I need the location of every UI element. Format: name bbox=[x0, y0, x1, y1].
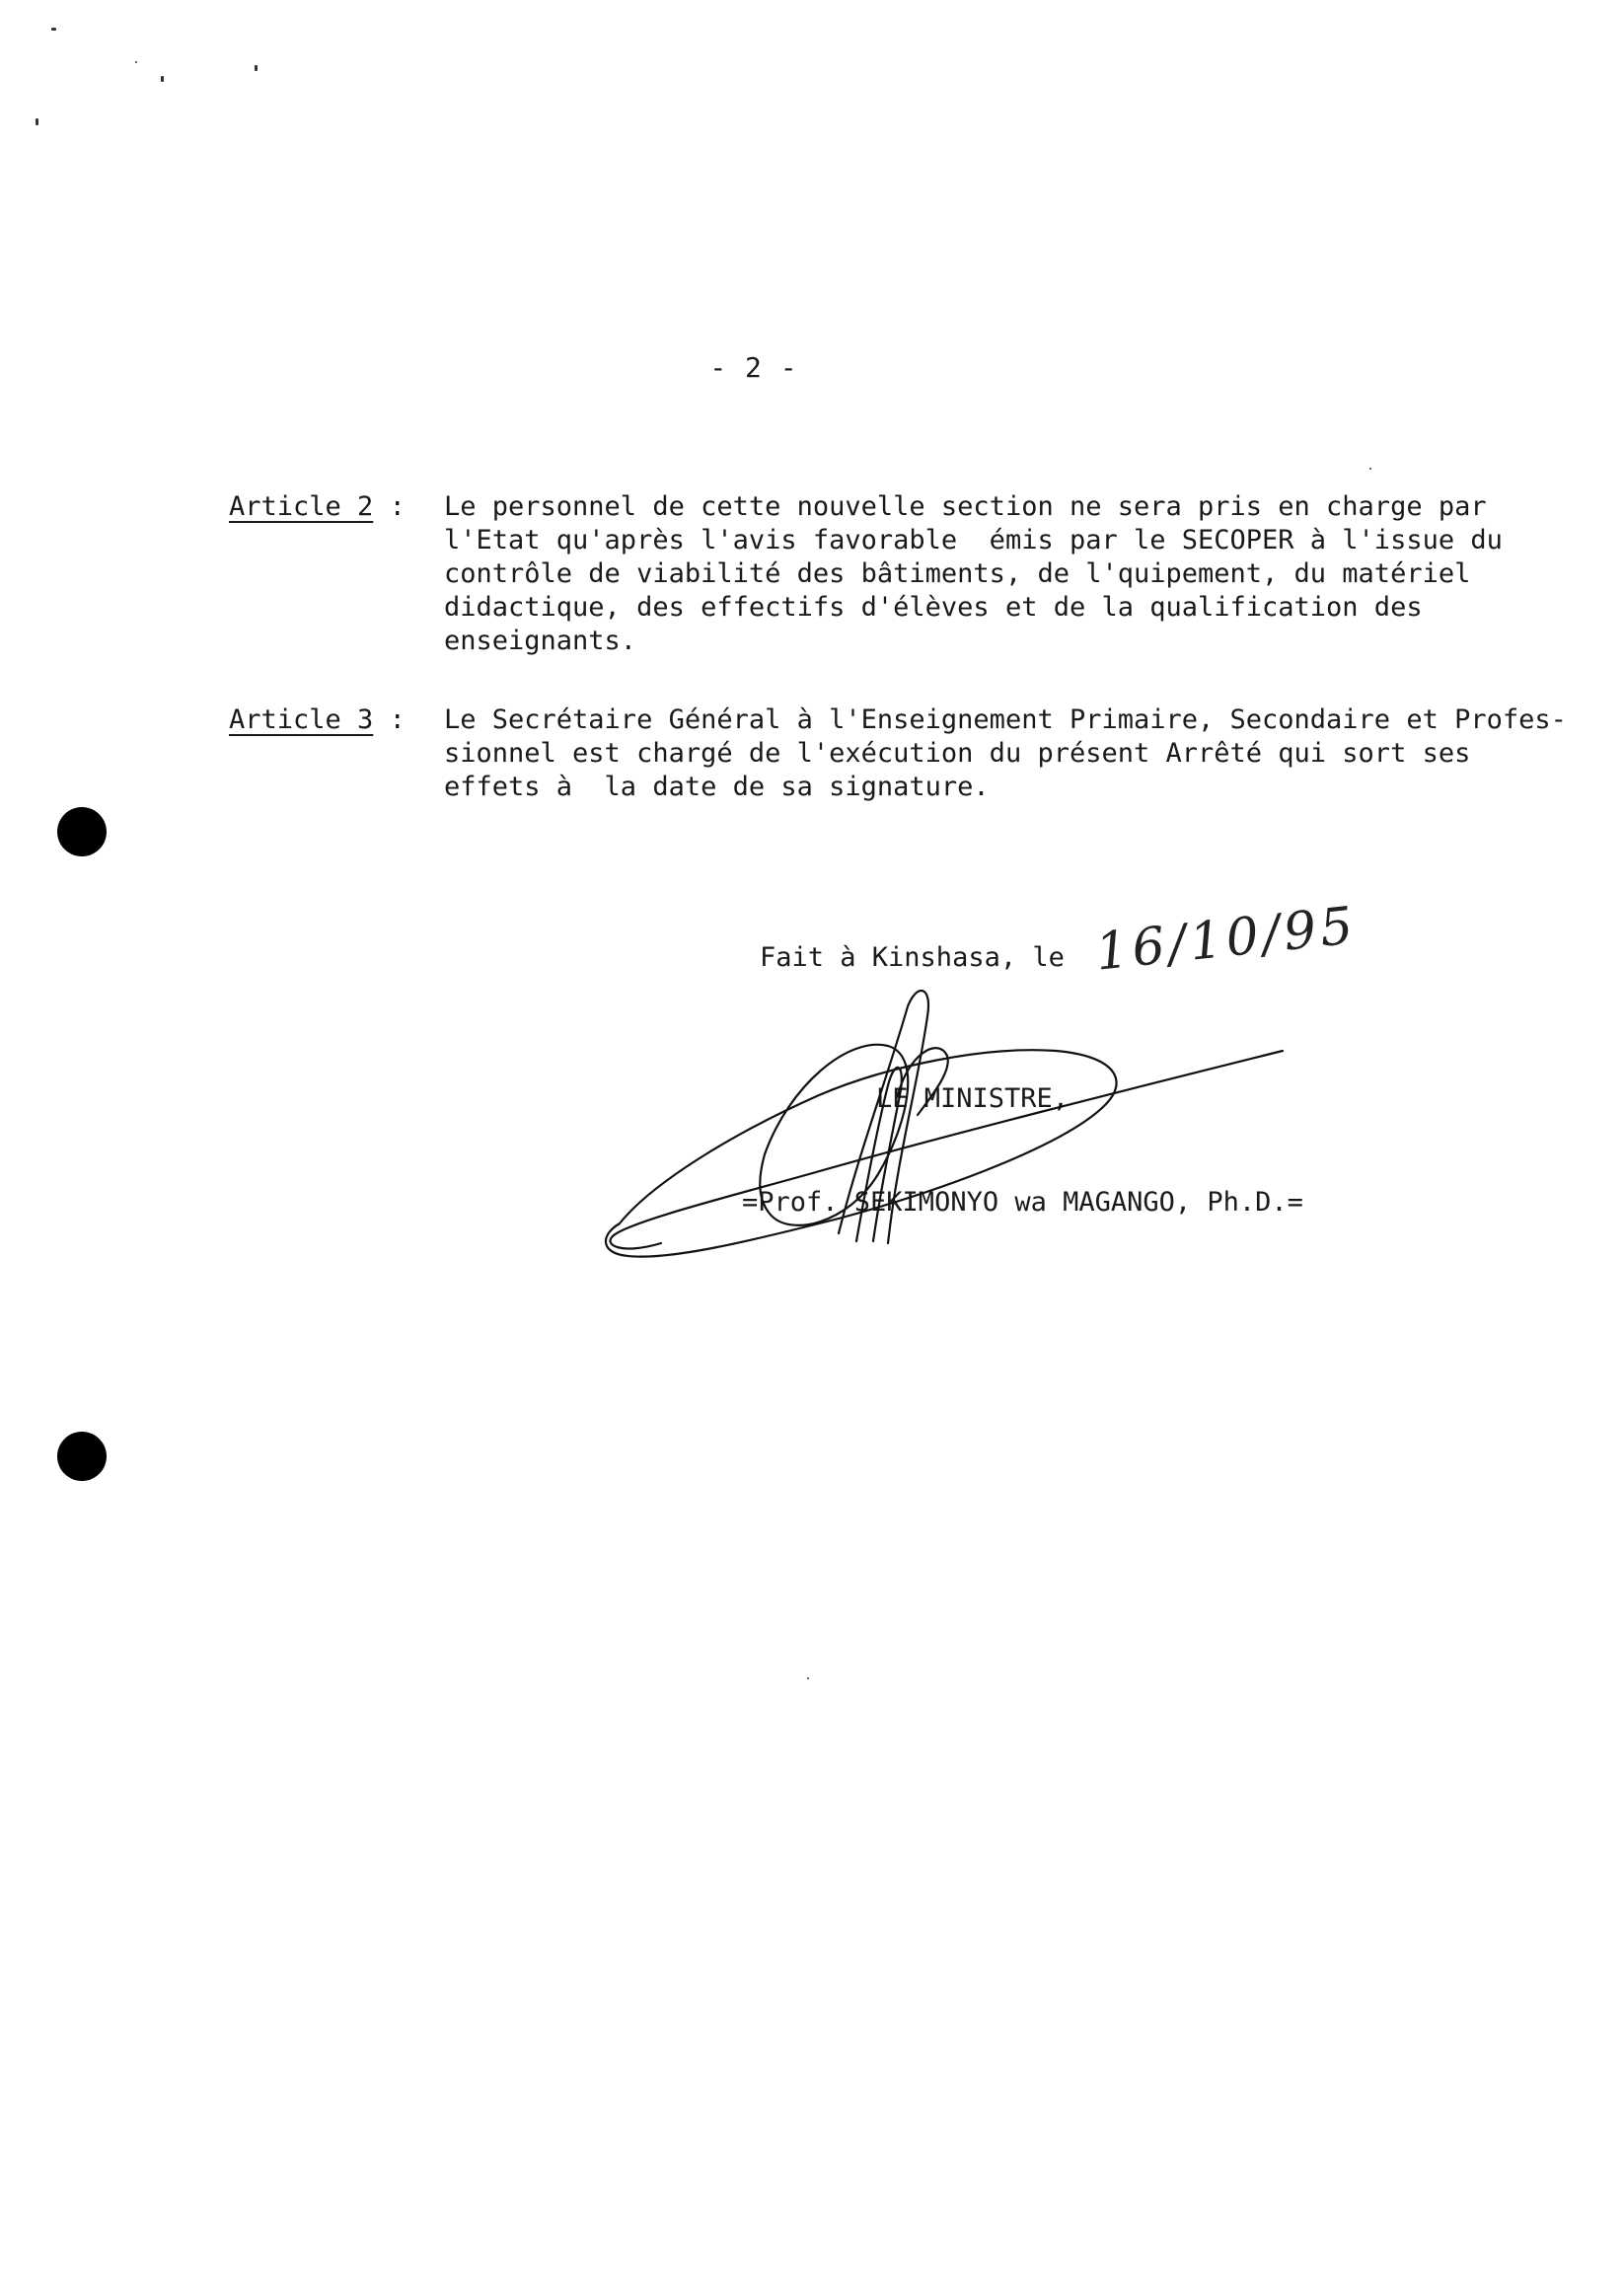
article-3-separator: : bbox=[389, 704, 406, 735]
scan-speck bbox=[135, 61, 137, 63]
article-3-label bbox=[229, 703, 446, 737]
article-2-line: enseignants. bbox=[444, 626, 637, 656]
scan-speck bbox=[255, 65, 258, 71]
article-2-line: l'Etat qu'après l'avis favorable émis par le SECOPER à l'issue du bbox=[444, 525, 1503, 555]
scan-speck bbox=[1369, 468, 1371, 470]
place-and-date-label: Fait à Kinshasa, le bbox=[760, 942, 1065, 973]
article-3-line: effets à la date de sa signature. bbox=[444, 772, 990, 802]
scan-speck bbox=[807, 1677, 809, 1679]
article-2-line: didactique, des effectifs d'élèves et de la qualification des bbox=[444, 592, 1423, 623]
punch-hole bbox=[57, 1432, 107, 1481]
handwritten-date: 16/10/95 bbox=[1092, 896, 1360, 983]
signatory-title: LE MINISTRE, bbox=[876, 1083, 1070, 1114]
article-3-line: sionnel est chargé de l'exécution du présent Arrêté qui sort ses bbox=[444, 738, 1471, 769]
page-number: - 2 - bbox=[709, 351, 798, 384]
scan-speck bbox=[36, 118, 38, 125]
article-2-line: contrôle de viabilité des bâtiments, de l'quipement, du matériel bbox=[444, 558, 1471, 589]
article-2-line: Le personnel de cette nouvelle section ne sera pris en charge par bbox=[444, 491, 1487, 522]
article-3-body bbox=[444, 703, 1608, 804]
article-3-line: Le Secrétaire Général à l'Enseignement Primaire, Secondaire et Profes- bbox=[444, 704, 1567, 735]
scan-speck bbox=[161, 76, 164, 82]
article-2-label bbox=[229, 490, 446, 524]
scan-speck bbox=[51, 28, 56, 31]
article-3-label-text: Article 3 bbox=[229, 704, 374, 735]
article-2-separator: : bbox=[389, 491, 406, 522]
punch-hole bbox=[57, 807, 107, 856]
handwritten-signature bbox=[592, 977, 1302, 1273]
signatory-name: =Prof. SEKIMONYO wa MAGANGO, Ph.D.= bbox=[742, 1187, 1303, 1218]
article-2-body bbox=[444, 490, 1608, 658]
article-2-label-text: Article 2 bbox=[229, 491, 374, 522]
